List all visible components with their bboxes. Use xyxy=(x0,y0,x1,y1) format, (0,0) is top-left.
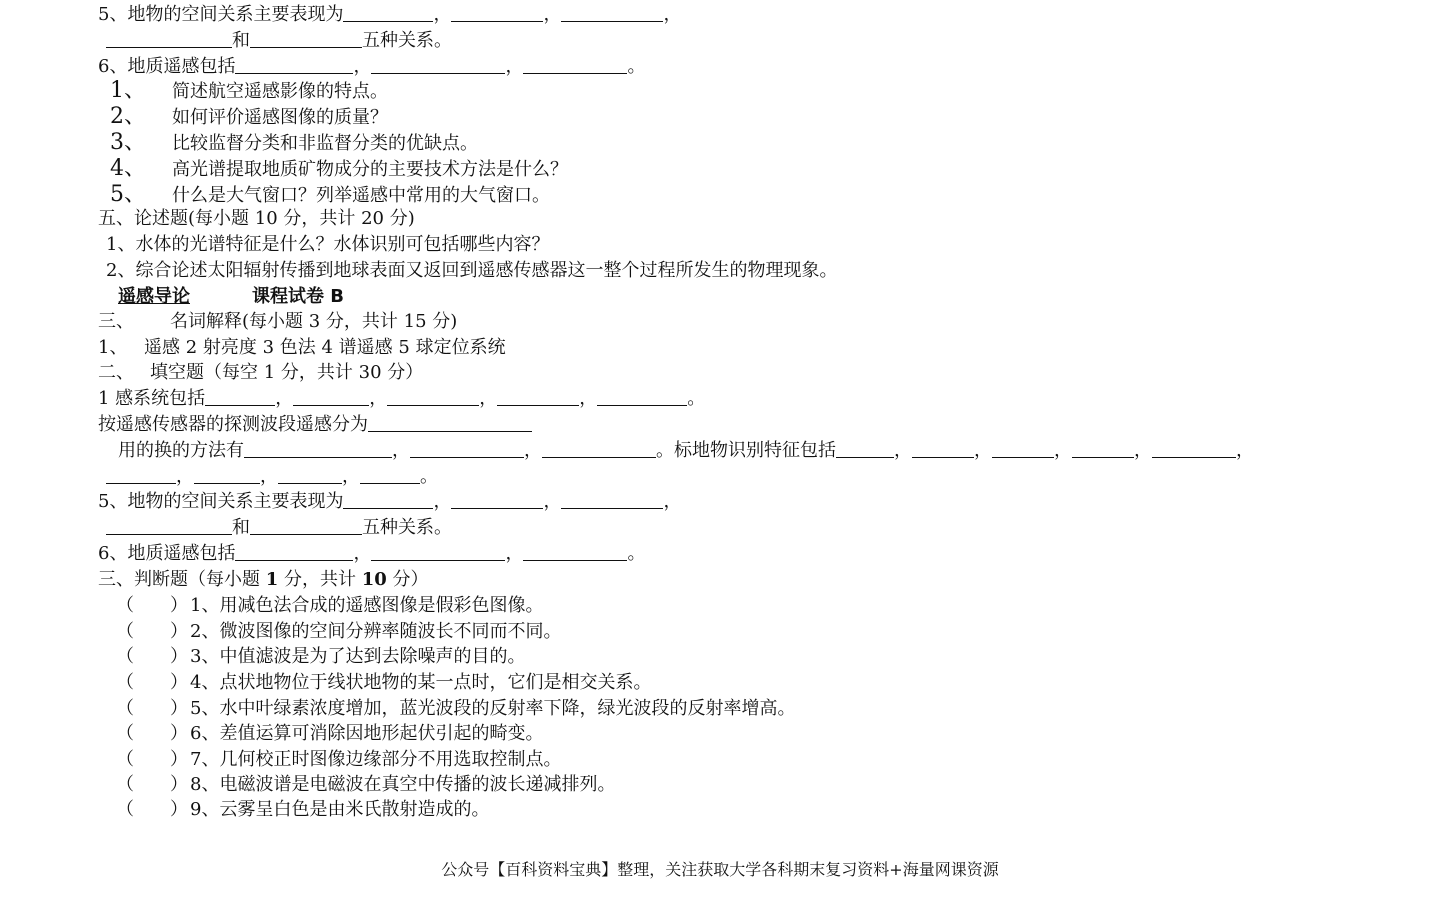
item-number: 5、 xyxy=(110,182,146,207)
answer-blank xyxy=(244,439,392,458)
item-text: 高光谱提取地质矿物成分的主要技术方法是什么？ xyxy=(172,159,568,180)
item-text: 比较监督分类和非监督分类的优缺点。 xyxy=(172,133,478,154)
comma: ， xyxy=(176,466,194,487)
item-text: 简述航空遥感影像的特点。 xyxy=(172,81,388,102)
answer-blank xyxy=(106,29,232,48)
item-text: 4、点状地物位于线状地物的某一点时，它们是相交关系。 xyxy=(190,672,652,693)
answer-parens[interactable]: （ ） xyxy=(116,774,188,795)
answer-blank xyxy=(387,387,479,406)
period: 。 xyxy=(687,388,706,409)
answer-blank xyxy=(597,387,687,406)
period: 。 xyxy=(627,56,646,77)
comma: ， xyxy=(1054,440,1072,461)
comma: ， xyxy=(524,440,542,461)
item-text: 7、几何校正时图像边缘部分不用选取控制点。 xyxy=(190,749,562,770)
answer-blank xyxy=(1152,439,1236,458)
answer-blank xyxy=(912,439,974,458)
question-text: 1 感系统包括 xyxy=(98,388,206,409)
question-text: 6、地质遥感包括 xyxy=(98,543,236,564)
answer-blank xyxy=(561,3,663,22)
answer-blank xyxy=(451,3,543,22)
comma: ， xyxy=(275,388,294,409)
answer-blank xyxy=(497,387,579,406)
comma: ， xyxy=(353,56,372,77)
short-answer-item xyxy=(110,104,388,130)
page-footer: 公众号【百科资料宝典】整理，关注获取大学各科期末复习资料+海量网课资源 xyxy=(441,860,999,879)
item-text: 6、差值运算可消除因地形起伏引起的畸变。 xyxy=(190,723,544,744)
question-text: 按遥感传感器的探测波段遥感分为 xyxy=(98,414,368,435)
answer-blank xyxy=(1072,439,1134,458)
answer-blank xyxy=(371,542,505,561)
answer-blank xyxy=(368,413,532,432)
comma: ， xyxy=(505,56,524,77)
comma: ， xyxy=(369,388,388,409)
comma: ， xyxy=(579,388,598,409)
item-text: 1、用减色法合成的遥感图像是假彩色图像。 xyxy=(190,595,544,616)
answer-blank xyxy=(235,542,353,561)
comma: ， xyxy=(392,440,410,461)
judge-item xyxy=(116,721,543,747)
answer-blank xyxy=(523,542,627,561)
answer-blank xyxy=(235,55,353,74)
paper-title xyxy=(118,284,344,310)
item-number: 3、 xyxy=(110,130,146,155)
item-number: 4、 xyxy=(110,156,146,181)
comma: ， xyxy=(260,466,278,487)
item-text: 3、中值滤波是为了达到去除噪声的目的。 xyxy=(190,646,526,667)
question-text: 5、地物的空间关系主要表现为 xyxy=(98,491,344,512)
answer-blank xyxy=(194,465,260,484)
essay-q1: 1、水体的光谱特征是什么？水体识别可包括哪些内容？ xyxy=(106,234,550,255)
fill-q5-cont xyxy=(106,28,452,54)
section-title: 分） xyxy=(386,569,429,590)
fill-b-q5-cont xyxy=(106,515,452,541)
judge-heading xyxy=(98,567,429,593)
judge-item xyxy=(116,619,561,645)
answer-blank xyxy=(293,387,369,406)
fill-b-q3 xyxy=(118,438,1254,464)
question-text: 用的换的方法有 xyxy=(118,440,244,461)
comma: ， xyxy=(663,491,682,512)
answer-blank xyxy=(992,439,1054,458)
answer-blank xyxy=(523,55,627,74)
period: 。 xyxy=(627,543,646,564)
answer-blank xyxy=(343,3,433,22)
answer-blank xyxy=(343,490,433,509)
item-text: 5、水中叶绿素浓度增加，蓝光波段的反射率下降，绿光波段的反射率增高。 xyxy=(190,698,796,719)
comma: ， xyxy=(1236,440,1254,461)
question-text: 5、地物的空间关系主要表现为 xyxy=(98,4,344,25)
fill-heading xyxy=(98,360,423,386)
answer-blank xyxy=(205,387,275,406)
item-text: 遥感 2 射亮度 3 色法 4 谱遥感 5 球定位系统 xyxy=(144,337,506,358)
fill-b-q1 xyxy=(98,386,705,412)
answer-blank xyxy=(106,465,176,484)
question-text: 五种关系。 xyxy=(362,30,452,51)
item-number: 1、 xyxy=(110,78,146,103)
comma: ， xyxy=(433,4,452,25)
section-number: 三、 xyxy=(98,311,134,332)
item-number: 1、 xyxy=(98,337,128,358)
question-text: 6、地质遥感包括 xyxy=(98,56,236,77)
score-number: 1 xyxy=(265,569,279,590)
fill-q6-line xyxy=(98,54,645,80)
judge-item xyxy=(116,670,651,696)
item-text: 什么是大气窗口？列举遥感中常用的大气窗口。 xyxy=(172,185,550,206)
comma: ， xyxy=(342,466,360,487)
fill-b-q2 xyxy=(98,412,532,438)
fill-b-q3-cont xyxy=(106,464,438,490)
answer-parens[interactable]: （ ） xyxy=(116,799,188,820)
comma: ， xyxy=(974,440,992,461)
fill-b-q6 xyxy=(98,541,645,567)
item-number: 2、 xyxy=(110,104,146,129)
essay-heading: 五、论述题(每小题 10 分，共计 20 分) xyxy=(98,208,415,229)
comma: ， xyxy=(894,440,912,461)
comma: ， xyxy=(543,491,562,512)
answer-blank xyxy=(410,439,524,458)
score-number: 10 xyxy=(361,569,387,590)
answer-parens[interactable]: （ ） xyxy=(116,595,188,616)
answer-blank xyxy=(836,439,894,458)
answer-blank xyxy=(451,490,543,509)
short-answer-item xyxy=(110,156,568,182)
item-text: 8、电磁波谱是电磁波在真空中传播的波长递减排列。 xyxy=(190,774,616,795)
section-title: 三、判断题（每小题 xyxy=(98,569,266,590)
and-text: 和 xyxy=(232,30,250,51)
item-text: 2、微波图像的空间分辨率随波长不同而不同。 xyxy=(190,621,562,642)
answer-parens[interactable]: （ ） xyxy=(116,672,188,693)
short-answer-item xyxy=(110,130,478,156)
item-text: 9、云雾呈白色是由米氏散射造成的。 xyxy=(190,799,490,820)
answer-blank xyxy=(250,516,362,535)
judge-item xyxy=(116,644,525,670)
answer-blank xyxy=(561,490,663,509)
paper-subtitle: 课程试卷 B xyxy=(252,286,344,307)
answer-blank xyxy=(360,465,420,484)
essay-q2: 2、综合论述太阳辐射传播到地球表面又返回到遥感传感器这一整个过程所发生的物理现象。 xyxy=(106,260,838,281)
section-title: 填空题（每空 1 分，共计 30 分） xyxy=(150,362,424,383)
answer-parens[interactable]: （ ） xyxy=(116,621,188,642)
course-name: 遥感导论 xyxy=(118,286,190,307)
comma: ， xyxy=(663,4,682,25)
comma: ， xyxy=(1134,440,1152,461)
comma: ， xyxy=(543,4,562,25)
answer-blank xyxy=(250,29,362,48)
section-title: 名词解释(每小题 3 分，共计 15 分) xyxy=(170,311,458,332)
answer-blank xyxy=(278,465,342,484)
judge-item xyxy=(116,593,543,619)
judge-item xyxy=(116,772,615,798)
terms-item xyxy=(98,335,506,361)
fill-b-q5 xyxy=(98,489,681,515)
question-text: 五种关系。 xyxy=(362,517,452,538)
answer-blank xyxy=(371,55,505,74)
question-text: 。标地物识别特征包括 xyxy=(656,440,836,461)
and-text: 和 xyxy=(232,517,250,538)
answer-blank xyxy=(106,516,232,535)
answer-parens[interactable]: （ ） xyxy=(116,698,188,719)
answer-blank xyxy=(542,439,656,458)
comma: ， xyxy=(433,491,452,512)
period: 。 xyxy=(420,466,438,487)
judge-item xyxy=(116,747,561,773)
judge-item xyxy=(116,797,489,823)
answer-parens[interactable]: （ ） xyxy=(116,646,188,667)
answer-parens[interactable]: （ ） xyxy=(116,723,188,744)
section-title: 分，共计 xyxy=(278,569,362,590)
comma: ， xyxy=(353,543,372,564)
fill-q5-line xyxy=(98,2,681,28)
answer-parens[interactable]: （ ） xyxy=(116,749,188,770)
judge-item xyxy=(116,696,795,722)
item-text: 如何评价遥感图像的质量？ xyxy=(172,107,388,128)
comma: ， xyxy=(505,543,524,564)
short-answer-item xyxy=(110,182,550,208)
terms-heading xyxy=(98,309,457,335)
short-answer-item xyxy=(110,78,388,104)
section-number: 二、 xyxy=(98,362,134,383)
comma: ， xyxy=(479,388,498,409)
